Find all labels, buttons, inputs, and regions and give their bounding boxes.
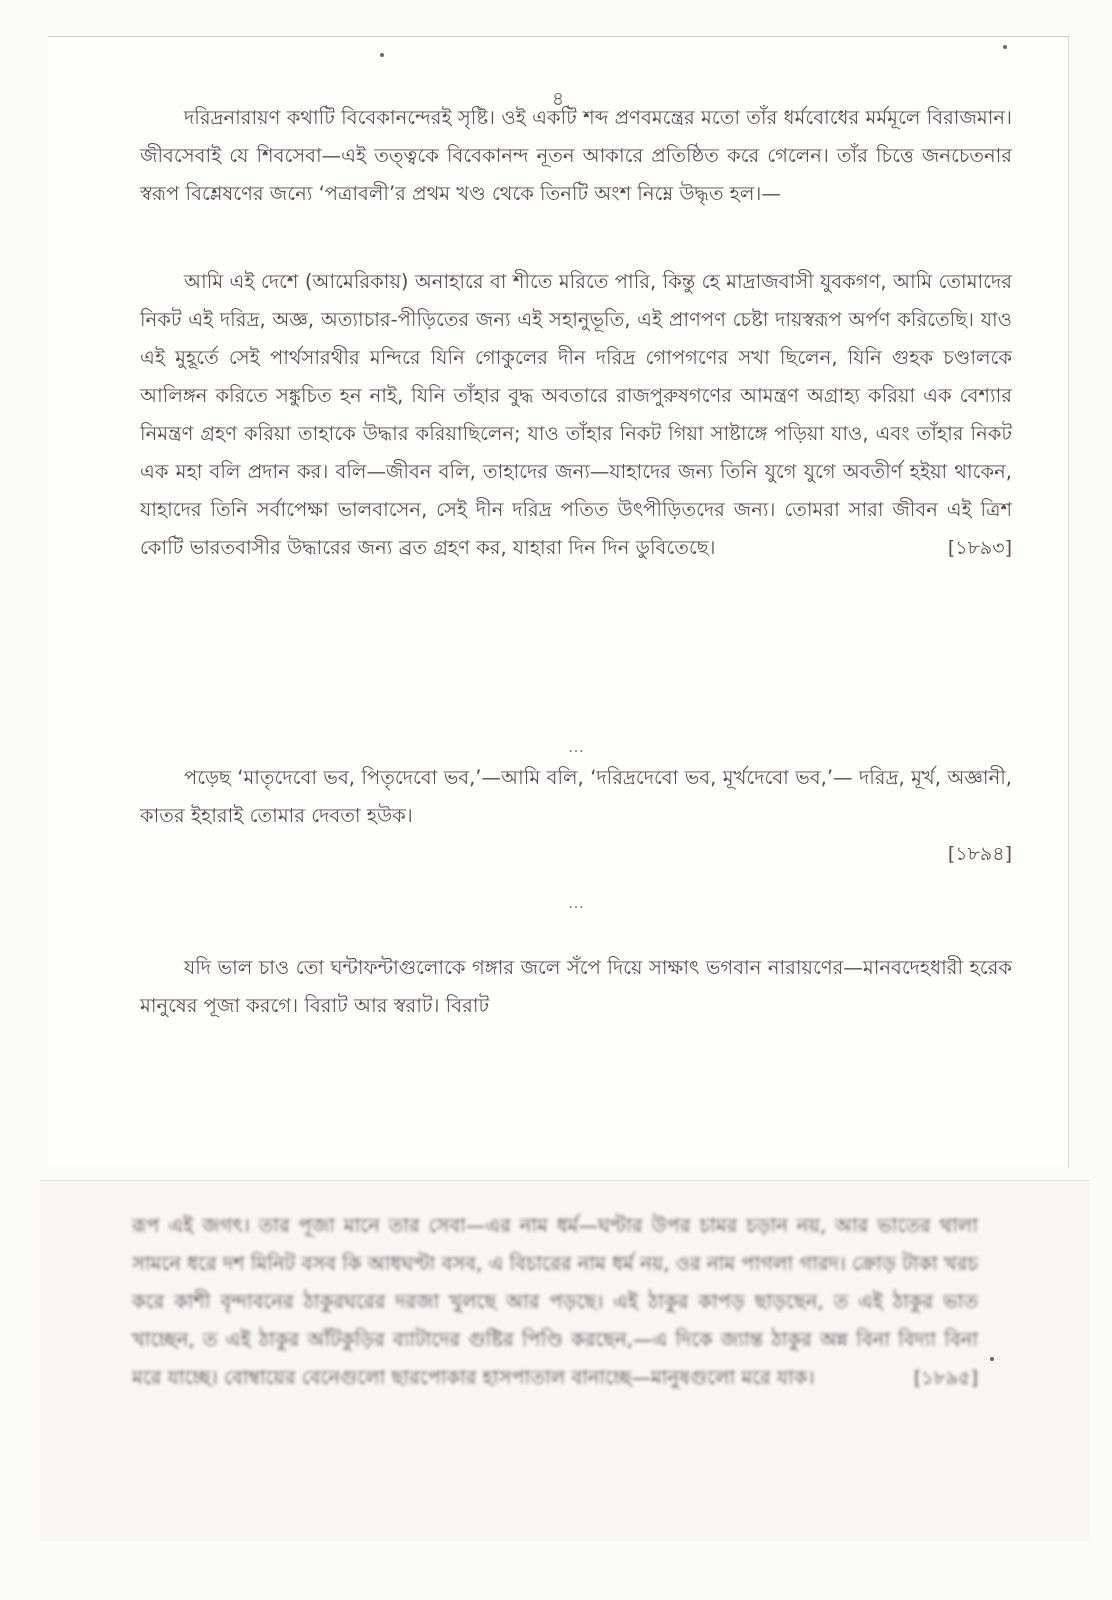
scan-speck	[990, 1357, 994, 1361]
quote-2-block	[140, 759, 1012, 873]
document-page	[48, 36, 1069, 1167]
quote-year: [১৮৯৩]	[947, 537, 1012, 559]
quote-year: [১৮৯৪]	[947, 843, 1012, 865]
scan-speck	[1003, 45, 1007, 49]
separator-2: …	[568, 893, 584, 912]
quote-year: [১৮৯৫]	[913, 1367, 978, 1389]
scan-speck	[380, 53, 384, 57]
quote-text: যদি ভাল চাও তো ঘন্টাফন্টাগুলোকে গঙ্গার জলে সঁপে দিয়ে সাক্ষাৎ ভগবান নারায়ণের—মানবদেহধারী হরেক মানুষের পূজা করগে। বিরাট আর স্বরাট। বিরাট	[140, 956, 1012, 1017]
quote-3-continued-block	[132, 1207, 978, 1397]
quote-1-block	[140, 263, 1012, 567]
blurred-scan-strip	[40, 1180, 1090, 1541]
quote-3-block	[140, 949, 1012, 1025]
quote-text: আমি এই দেশে (আমেরিকায়) অনাহারে বা শীতে মরিতে পারি, কিন্তু হে মাদ্রাজবাসী যুবকগণ, আমি তোমাদের নিকট এই দরিদ্র, অজ্ঞ, অত্যাচার-পীড়িতের জন্য এই সহানুভূতি, এই প্রাণপণ চেষ্টা দায়স্বরূপ অর্পণ করিতেছি। যাও এই মুহূর্তে সেই পার্থসারথীর মন্দিরে যিনি গোকুলের দীন দরিদ্র গোপগণের সখা ছিলেন, যিনি গুহক চণ্ডালকে আলিঙ্গন করিতে সঙ্কুচিত হন নাই, যিনি তাঁহার বুদ্ধ অবতারে রাজপুরুষগণের আমন্ত্রণ অগ্রাহ্য করিয়া এক বেশ্যার নিমন্ত্রণ গ্রহণ করিয়া তাহাকে উদ্ধার করিয়াছিলেন; যাও তাঁহার নিকট গিয়া সাষ্টাঙ্গে পড়িয়া যাও, এবং তাঁহার নিকট এক মহা বলি প্রদান কর। বলি—জীবন বলি, তাহাদের জন্য—যাহাদের জন্য তিনি যুগে যুগে অবতীর্ণ হইয়া থাকেন, যাহাদের তিনি সর্বাপেক্ষা ভালবাসেন, সেই দীন দরিদ্র পতিত উৎপীড়িতদের জন্য। তোমরা সারা জীবন এই ত্রিশ কোটি ভারতবাসীর উদ্ধারের জন্য ব্রত গ্রহণ কর, যাহারা দিন দিন ডুবিতেছে।	[140, 270, 1012, 559]
page-number: ৪	[551, 88, 565, 110]
intro-paragraph-block	[140, 99, 1012, 213]
quote-text: পড়েছ ‘মাতৃদেবো ভব, পিতৃদেবো ভব,’—আমি বলি, ‘দরিদ্রদেবো ভব, মূর্খদেবো ভব,’— দরিদ্র, মূর্খ, অজ্ঞানী, কাতর ইহারাই তোমার দেবতা হউক।	[140, 766, 1012, 827]
separator-1: …	[568, 737, 584, 756]
quote-text-continued: রূপ এই জগৎ। তার পূজা মানে তার সেবা—এর নাম ধর্ম—ঘণ্টার উপর চামর চড়ান নয়, আর ভাতের থালা সামনে ধরে দশ মিনিট বসব কি আধঘণ্টা বসব, এ বিচারের নাম ধর্ম নয়, ওর নাম পাগলা গারদ। ক্রোড় টাকা খরচ করে কাশী বৃন্দাবনের ঠাকুরঘরের দরজা খুলছে আর পড়ছে। এই ঠাকুর কাপড় ছাড়ছেন, ত এই ঠাকুর ভাত খাচ্ছেন, ত এই ঠাকুর আঁটকুড়ির ব্যাটাদের গুষ্টির পিণ্ডি করছেন,—এ দিকে জ্যান্ত ঠাকুর অন্ন বিনা বিদ্যা বিনা মরে যাচ্ছে। বোম্বায়ের বেনেগুলো ছারপোকার হাসপাতাল বানাচ্ছে—মানুষগুলো মরে যাক।	[132, 1214, 978, 1389]
intro-paragraph: দরিদ্রনারায়ণ কথাটি বিবেকানন্দেরই সৃষ্টি। ওই একটি শব্দ প্রণবমন্ত্রের মতো তাঁর ধর্মবোধের মর্মমূলে বিরাজমান। জীবসেবাই যে শিবসেবা—এই তত্ত্বকে বিবেকানন্দ নূতন আকারে প্রতিষ্ঠিত করে গেলেন। তাঁর চিত্তে জনচেতনার স্বরূপ বিশ্লেষণের জন্যে ‘পত্রাবলী’র প্রথম খণ্ড থেকে তিনটি অংশ নিম্নে উদ্ধৃত হল।—	[140, 106, 1012, 205]
